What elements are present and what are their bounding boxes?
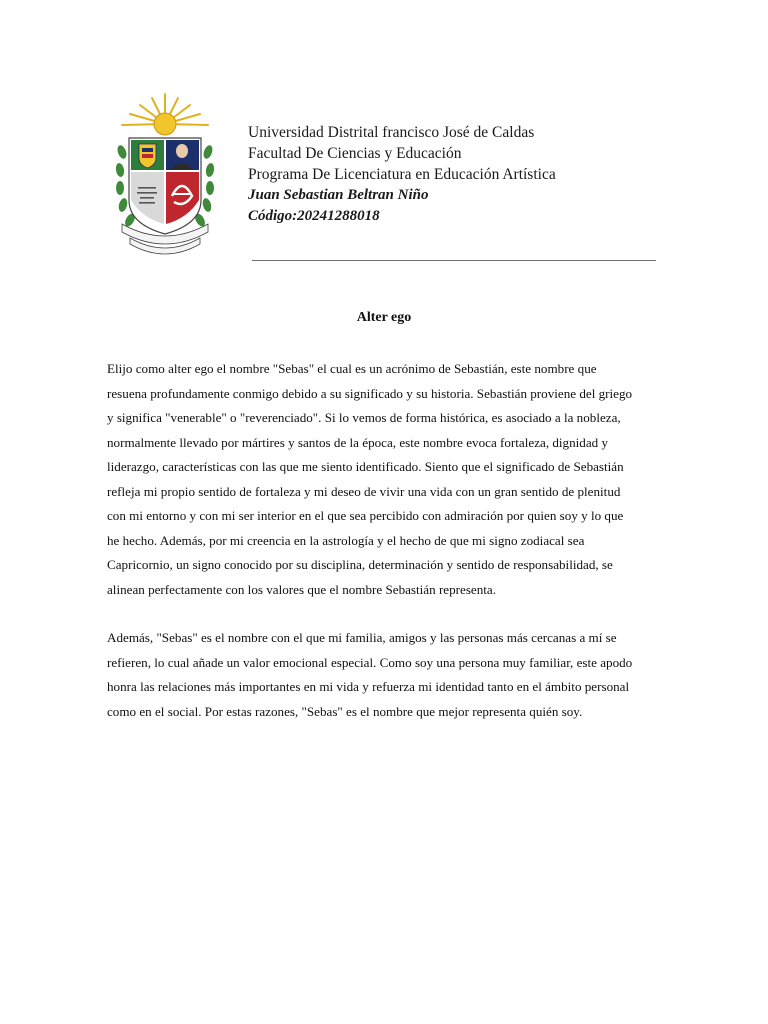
document-title: Alter ego [356,310,412,325]
author-name: Juan Sebastian Beltran Niño [248,187,429,203]
faculty-name: Facultad De Ciencias y Educación [248,145,462,162]
header-info [248,122,668,227]
university-name: Universidad Distrital francisco José de Caldas [248,124,535,141]
university-crest-logo [112,92,218,258]
body-paragraph: Elijo como alter ego el nombre "Sebas" el cual es un acrónimo de Sebastián, este nombre que resuena profundamente conmigo debido a su significado y su historia. Sebastián proviene del griego y significa "venerable" o "reverenciado". Si lo vemos de forma histórica, es asociado a la nobleza, normalmente llevado por mártires y santos de la época, este nombre evoca fortaleza, dignidad y liderazgo, características con las que me siento identificado. Siento que el significado de Sebastián refleja mi propio sentido de fortaleza y mi deseo de vivir una vida con un gran sentido de plenitud con mi entorno y con mi ser interior en el que sea percibido con admiración por quien soy y lo que he hecho. Además, por mi creencia en la astrología y el hecho de que mi signo zodiacal sea Capricornio, un signo conocido por su disciplina, determinación y sentido de responsabilidad, se alinean perfectamente con los valores que el nombre Sebastián representa. [107,361,633,597]
document-body [107,357,667,724]
program-name: Programa De Licenciatura en Educación Artística [248,166,556,183]
body-paragraph: Además, "Sebas" es el nombre con el que mi familia, amigos y las personas más cercanas a mí se refieren, lo cual añade un valor emocional especial. Como soy una persona muy familiar, este apodo honra las relaciones más importantes en mi vida y refuerza mi identidad tanto en el ámbito personal como en el social. Por estas razones, "Sebas" es el nombre que mejor representa quién soy. [107,630,633,719]
header-divider [252,260,656,261]
student-code: Código:20241288018 [248,208,380,224]
